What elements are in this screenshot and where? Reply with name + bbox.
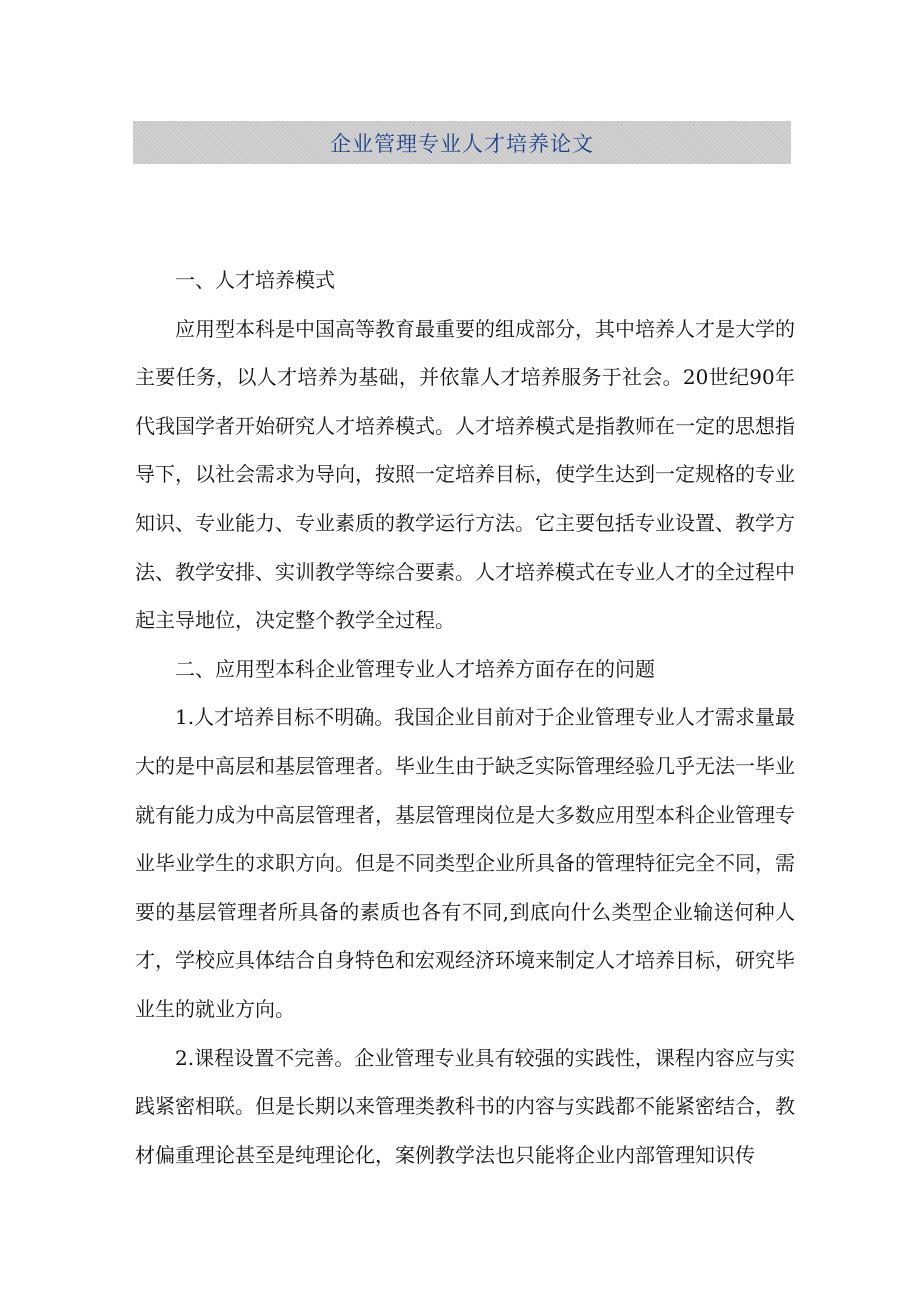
section-heading-2: 二、应用型本科企业管理专业人才培养方面存在的问题	[175, 656, 655, 681]
body-paragraph: 2.课程设置不完善。企业管理专业具有较强的实践性，课程内容应与实践紧密相联。但是长期以来管理类教科书的内容与实践都不能紧密结合，教材偏重理论甚至是纯理论化，案例教学法也只能将企业内部管理知识传	[135, 1045, 795, 1167]
section-heading-1: 一、人才培养模式	[175, 268, 335, 292]
title-banner	[133, 121, 791, 164]
body-paragraph: 1.人才培养目标不明确。我国企业目前对于企业管理专业人才需求量最大的是中高层和基层管理者。毕业生由于缺乏实际管理经验几乎无法一毕业就有能力成为中高层管理者，基层管理岗位是大多数应用型本科企业管理专业毕业学生的求职方向。但是不同类型企业所具备的管理特征完全不同，需要的基层管理者所具备的素质也各有不同,到底向什么类型企业输送何种人才，学校应具体结合自身特色和宏观经济环境来制定人才培养目标，研究毕业生的就业方向。	[135, 705, 795, 1021]
document-body	[135, 256, 795, 1179]
document-title: 企业管理专业人才培养论文	[330, 131, 594, 156]
body-paragraph: 应用型本科是中国高等教育最重要的组成部分，其中培养人才是大学的主要任务，以人才培养为基础，并依靠人才培养服务于社会。20世纪90年代我国学者开始研究人才培养模式。人才培养模式是指教师在一定的思想指导下，以社会需求为导向，按照一定培养目标，使学生达到一定规格的专业知识、专业能力、专业素质的教学运行方法。它主要包括专业设置、教学方法、教学安排、实训教学等综合要素。人才培养模式在专业人才的全过程中起主导地位，决定整个教学全过程。	[135, 316, 795, 633]
